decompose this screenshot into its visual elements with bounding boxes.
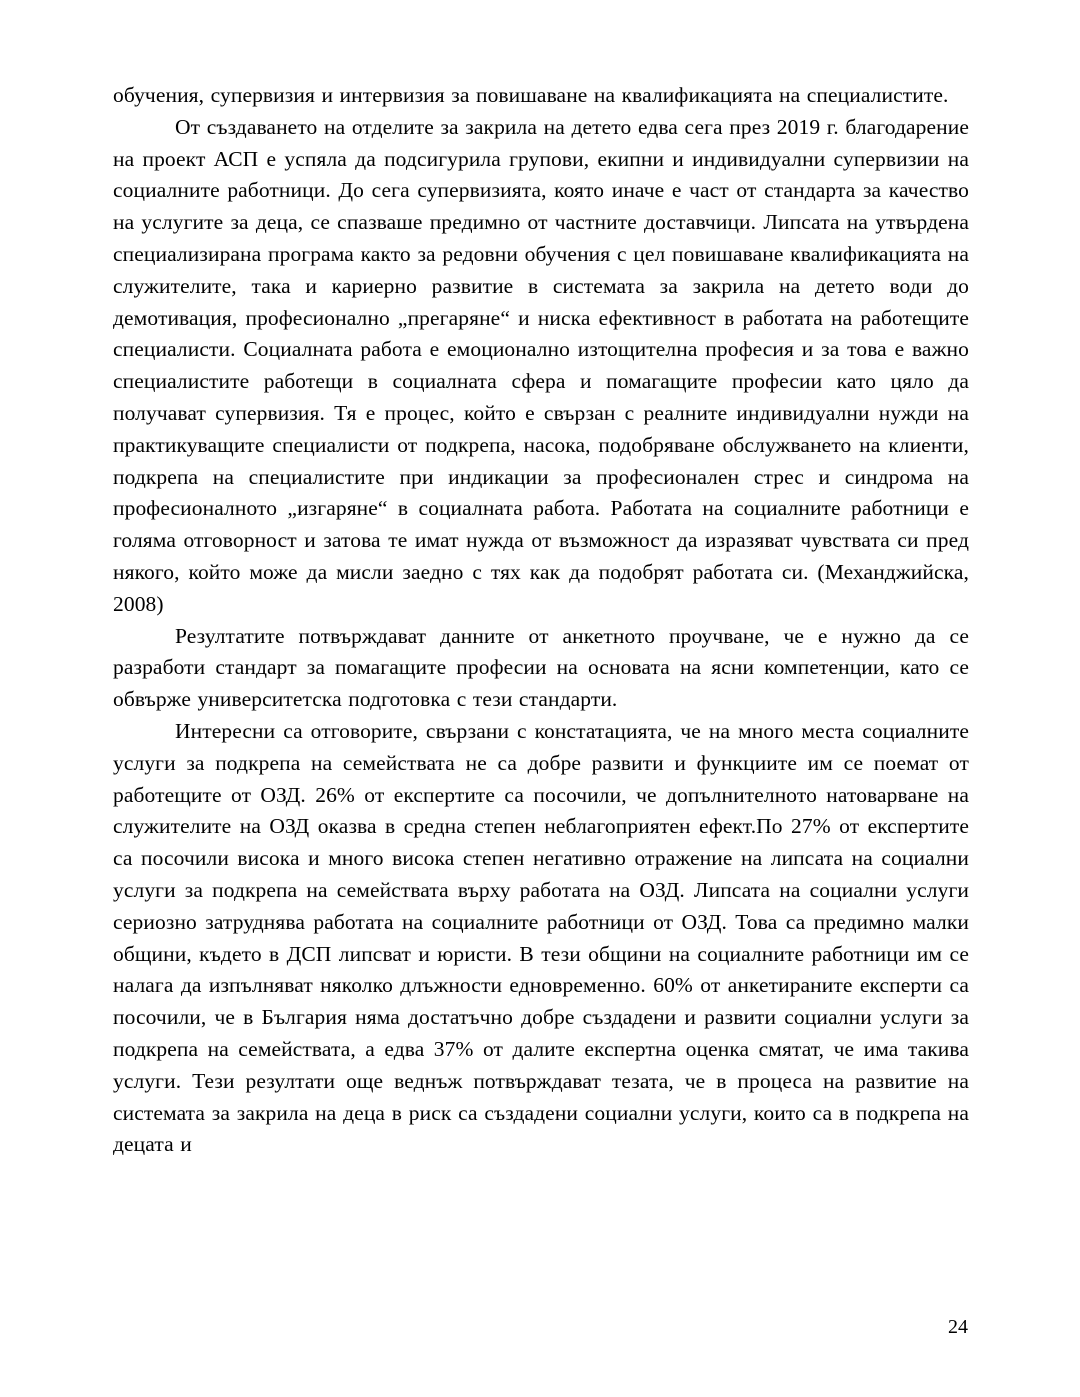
paragraph: Интересни са отговорите, свързани с констатацията, че на много места социалните услуги за подкрепа на семействата не са добре развити и функциите им се поемат от работещите от ОЗД. 26% от експертите са посочили, че допълнителното натоварване на служителите на ОЗД оказва в средна степен неблагоприятен ефект.По 27% от експертите са посочили висока и много висока степен негативно отражение на липсата на социални услуги за подкрепа на семействата върху работата на ОЗД. Липсата на социални услуги сериозно затруднява работата на социалните работници от ОЗД. Това са предимно малки общини, където в ДСП липсват и юристи. В тези общини на социалните работници им се налага да изпълняват няколко длъжности едновременно. 60% от анкетираните експерти са посочили, че в България няма достатъчно добре създадени и развити социални услуги за подкрепа на семействата, а едва 37% от далите експертна оценка смятат, че има такива услуги. Тези резултати още веднъж потвърждават тезата, че в процеса на развитие на системата за закрила на деца в риск са създадени социални услуги, които са в подкрепа на децата и [113, 718, 969, 1157]
page-body [113, 80, 969, 1161]
page-number: 24 [948, 1316, 968, 1338]
paragraph: Резултатите потвърждават данните от анкетното проучване, че е нужно да се разработи стандарт за помагащите професии на основата на ясни компетенции, като се обвърже университетска подготовка с тези стандарти. [113, 623, 969, 712]
paragraph: От създаването на отделите за закрила на детето едва сега през 2019 г. благодарение на проект АСП е успяла да подсигурила групови, екипни и индивидуални супервизии на социалните работници. До сега супервизията, която иначе е част от стандарта за качество на услугите за деца, се спазваше предимно от частните доставчици. Липсата на утвърдена специализирана програма както за редовни обучения с цел повишаване квалификацията на служителите, така и кариерно развитие в системата за закрила на детето води до демотивация, професионално „прегаряне“ и ниска ефективност в работата на работещите специалисти. Социалната работа е емоционално изтощителна професия и за това е важно специалистите работещи в социалната сфера и помагащите професии като цяло да получават супервизия. Тя е процес, който е свързан с реалните индивидуални нужди на практикуващите специалисти от подкрепа, насока, подобряване обслужването на клиенти, подкрепа на специалистите при индикации за професионален стрес и синдрома на професионалното „изгаряне“ в социалната работа. Работата на социалните работници е голяма отговорност и затова те имат нужда от възможност да изразяват чувствата си пред някого, който може да мисли заедно с тях как да подобрят работата си. (Механджийска, 2008) [113, 114, 969, 616]
paragraph: обучения, супервизия и интервизия за повишаване на квалификацията на специалистите. [113, 83, 949, 107]
